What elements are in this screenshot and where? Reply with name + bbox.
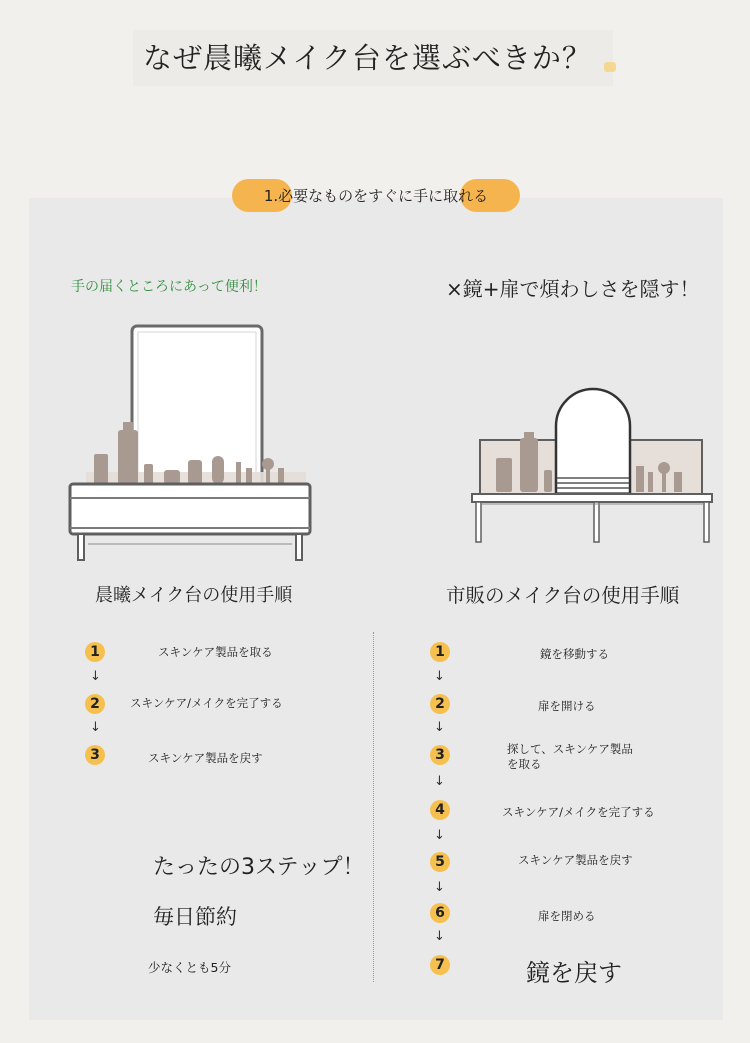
left-step-2-badge: 2: [85, 694, 105, 714]
down-arrow-icon: ↓: [90, 669, 101, 684]
right-step-5-text: スキンケア製品を戻す: [518, 853, 633, 867]
down-arrow-icon: ↓: [434, 669, 445, 684]
closed-vanity-illustration: [468, 380, 718, 545]
open-vanity-illustration: [66, 322, 316, 562]
left-step-2-text: スキンケア/メイクを完了する: [130, 696, 283, 710]
right-step-3-text-line1: 探して、スキンケア製品: [507, 742, 633, 756]
section-pill: [232, 179, 520, 212]
summary-daily-saving: 毎日節約: [153, 905, 237, 929]
left-subtitle: 晨曦メイク台の使用手順: [95, 585, 293, 606]
right-step-7-text: 鏡を戻す: [526, 959, 622, 987]
right-subtitle: 市販のメイク台の使用手順: [446, 584, 680, 607]
right-step-4-text: スキンケア/メイクを完了する: [502, 805, 655, 819]
title-accent-dot: [604, 62, 616, 72]
page-title: なぜ晨曦メイク台を選ぶべきか？: [133, 30, 613, 86]
down-arrow-icon: ↓: [434, 720, 445, 735]
section-pill-label: 1.必要なものをすぐに手に取れる: [263, 187, 489, 205]
right-step-5-badge: 5: [430, 852, 450, 872]
desk-body: [70, 484, 310, 534]
right-step-4-badge: 4: [430, 800, 450, 820]
column-divider: [373, 632, 374, 982]
left-step-3-badge: 3: [85, 745, 105, 765]
desk-top: [472, 494, 712, 502]
down-arrow-icon: ↓: [90, 720, 101, 735]
right-step-6-badge: 6: [430, 903, 450, 923]
down-arrow-icon: ↓: [434, 880, 445, 895]
right-step-1-badge: 1: [430, 642, 450, 662]
right-headline: ×鏡+扉で煩わしさを隠す！: [446, 277, 700, 301]
summary-note: 少なくとも5分: [148, 960, 231, 975]
summary-three-steps: たったの3ステップ！: [153, 855, 365, 880]
right-step-2-text: 扉を開ける: [538, 699, 596, 713]
left-step-1-badge: 1: [85, 642, 105, 662]
down-arrow-icon: ↓: [434, 929, 445, 944]
left-caption: 手の届くところにあって便利！: [71, 279, 267, 295]
right-step-3-text-line2: を取る: [507, 757, 542, 771]
right-step-3-badge: 3: [430, 745, 450, 765]
right-step-1-text: 鏡を移動する: [540, 647, 609, 661]
right-step-6-text: 扉を閉める: [538, 909, 596, 923]
dome-mirror: [556, 389, 630, 496]
right-step-2-badge: 2: [430, 694, 450, 714]
down-arrow-icon: ↓: [434, 828, 445, 843]
left-step-1-text: スキンケア製品を取る: [158, 645, 273, 659]
left-step-3-text: スキンケア製品を戻す: [148, 751, 263, 765]
right-step-7-badge: 7: [430, 955, 450, 975]
down-arrow-icon: ↓: [434, 774, 445, 789]
